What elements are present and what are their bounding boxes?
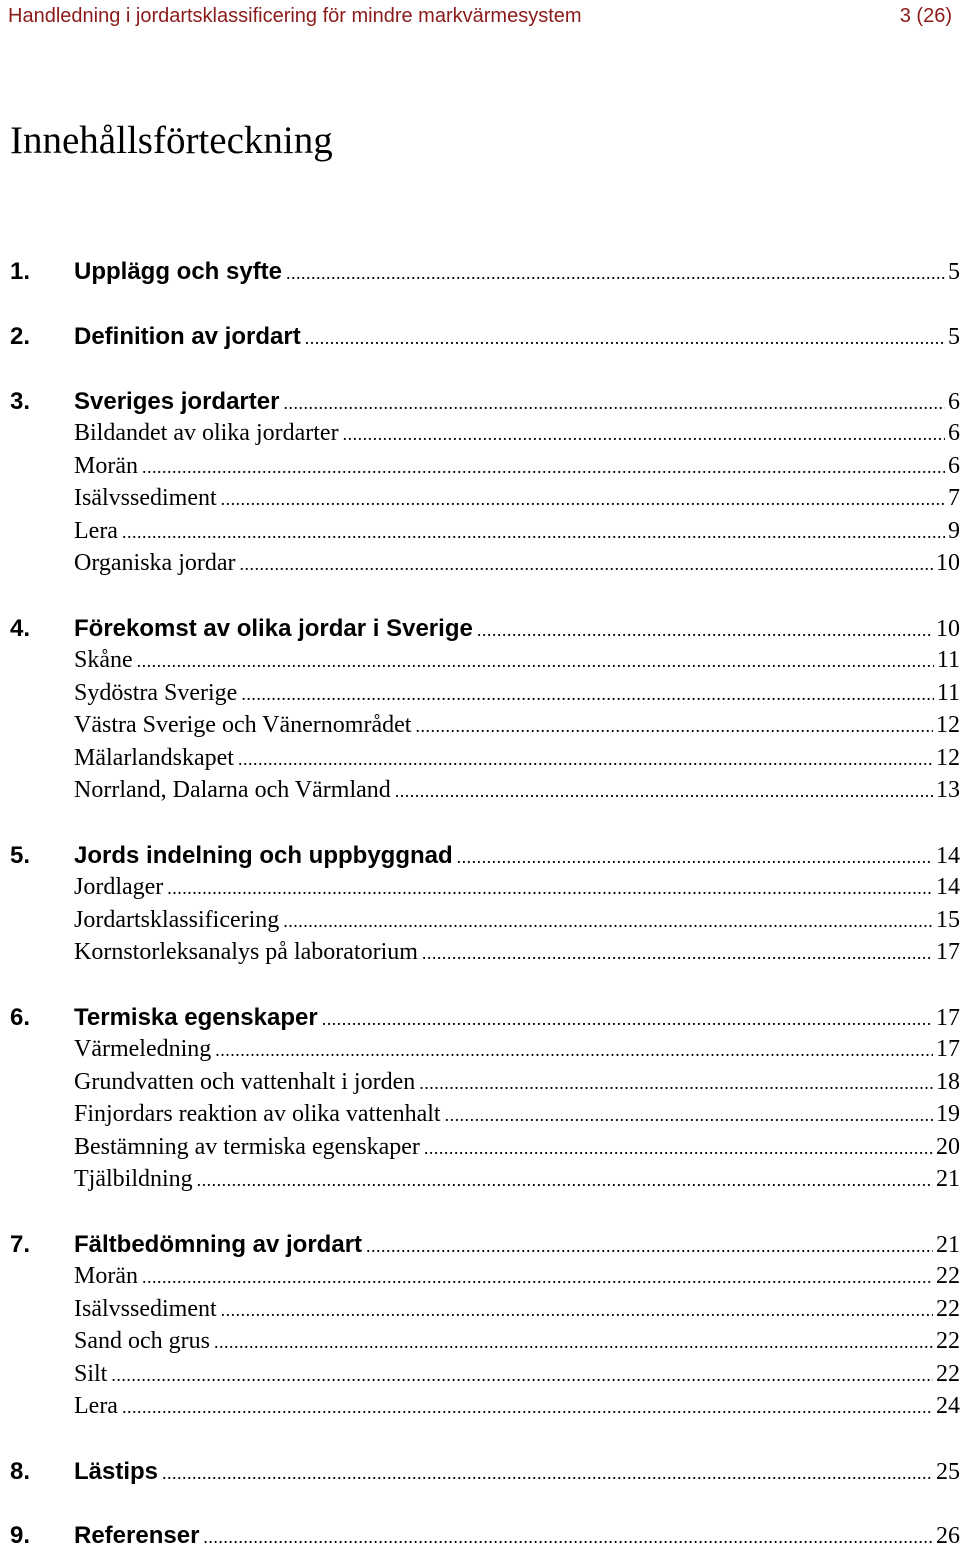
toc-entry-label: Isälvssediment (74, 485, 217, 511)
toc-entry-page-number: 6 (948, 420, 960, 446)
toc-entry-label: Sydöstra Sverige (74, 680, 238, 706)
toc-chapter-entry[interactable] (10, 1231, 960, 1261)
dot-leader (137, 651, 934, 672)
toc-section-entry[interactable] (10, 1166, 960, 1196)
toc-entry-page-number: 17 (936, 1005, 960, 1031)
toc-entry-page-number: 12 (936, 712, 960, 738)
dot-leader (343, 424, 945, 445)
toc-entry-label: Grundvatten och vattenhalt i jorden (74, 1069, 416, 1095)
toc-entry-page-number: 6 (948, 453, 960, 479)
page-indicator: 3 (26) (899, 4, 952, 27)
toc-entry-label: Morän (74, 453, 138, 479)
toc-section-entry[interactable] (10, 1134, 960, 1164)
dot-leader (221, 489, 945, 510)
toc-entry-page-number: 10 (936, 550, 960, 576)
toc-entry-page-number: 17 (936, 939, 960, 965)
toc-entry-label: Bildandet av olika jordarter (74, 420, 339, 446)
toc-entry-label: Mälarlandskapet (74, 745, 234, 771)
toc-entry-label: Finjordars reaktion av olika vattenhalt (74, 1101, 441, 1127)
toc-entry-number: 6. (10, 1004, 31, 1031)
toc-entry-page-number: 26 (936, 1523, 960, 1549)
toc-section-entry[interactable] (10, 550, 960, 580)
toc-entry-label: Silt (74, 1361, 108, 1387)
toc-chapter-entry[interactable] (10, 388, 960, 418)
toc-section-entry[interactable] (10, 939, 960, 969)
toc-entry-number: 4. (10, 615, 31, 642)
dot-leader (477, 620, 933, 641)
toc-entry-number: 5. (10, 842, 31, 869)
toc-entry-page-number: 5 (948, 324, 960, 350)
dot-leader (215, 1040, 933, 1061)
toc-entry-label: Förekomst av olika jordar i Sverige (74, 615, 473, 642)
dot-leader (214, 1332, 933, 1353)
toc-entry-page-number: 19 (936, 1101, 960, 1127)
dot-leader (424, 1138, 933, 1159)
toc-section-entry[interactable] (10, 485, 960, 515)
toc-entry-label: Termiska egenskaper (74, 1004, 318, 1031)
toc-entry-page-number: 14 (936, 874, 960, 900)
dot-leader (221, 1300, 933, 1321)
toc-section-entry[interactable] (10, 1069, 960, 1099)
toc-entry-number: 9. (10, 1522, 31, 1549)
toc-entry-page-number: 25 (936, 1459, 960, 1485)
toc-entry-page-number: 20 (936, 1134, 960, 1160)
toc-entry-label: Jords indelning och uppbyggnad (74, 842, 453, 869)
toc-entry-number: 2. (10, 323, 31, 350)
toc-entry-label: Bestämning av termiska egenskaper (74, 1134, 420, 1160)
toc-section-entry[interactable] (10, 745, 960, 775)
dot-leader (366, 1236, 933, 1257)
dot-leader (122, 1397, 933, 1418)
toc-entry-label: Västra Sverige och Vänernområdet (74, 712, 412, 738)
toc-entry-label: Morän (74, 1263, 138, 1289)
toc-entry-page-number: 22 (936, 1296, 960, 1322)
toc-entry-label: Fältbedömning av jordart (74, 1231, 363, 1258)
dot-leader (415, 716, 933, 737)
dot-leader (305, 328, 945, 349)
dot-leader (283, 911, 933, 932)
toc-entry-page-number: 24 (936, 1393, 960, 1419)
dot-leader (322, 1009, 933, 1030)
toc-section-entry[interactable] (10, 453, 960, 483)
dot-leader (142, 1267, 933, 1288)
toc-entry-page-number: 7 (948, 485, 960, 511)
dot-leader (286, 263, 945, 284)
toc-section-entry[interactable] (10, 1101, 960, 1131)
toc-entry-page-number: 22 (936, 1328, 960, 1354)
toc-entry-page-number: 12 (936, 745, 960, 771)
toc-entry-page-number: 13 (936, 777, 960, 803)
toc-entry-label: Sand och grus (74, 1328, 210, 1354)
toc-entry-label: Lera (74, 1393, 118, 1419)
toc-entry-page-number: 6 (948, 389, 960, 415)
toc-entry-page-number: 9 (948, 518, 960, 544)
dot-leader (111, 1365, 933, 1386)
toc-section-entry[interactable] (10, 777, 960, 807)
toc-section-entry[interactable] (10, 420, 960, 450)
toc-entry-number: 3. (10, 388, 31, 415)
toc-entry-label: Sveriges jordarter (74, 388, 280, 415)
toc-chapter-entry[interactable] (10, 615, 960, 645)
running-header (8, 3, 952, 29)
toc-entry-label: Värmeledning (74, 1036, 212, 1062)
toc-entry-number: 7. (10, 1231, 31, 1258)
dot-leader (197, 1170, 933, 1191)
toc-entry-label: Tjälbildning (74, 1166, 193, 1192)
dot-leader (238, 749, 933, 770)
toc-section-entry[interactable] (10, 1296, 960, 1326)
toc-entry-page-number: 21 (936, 1232, 960, 1258)
dot-leader (283, 393, 945, 414)
dot-leader (422, 943, 933, 964)
toc-section-entry[interactable] (10, 907, 960, 937)
toc-entry-label: Jordlager (74, 874, 164, 900)
toc-entry-label: Upplägg och syfte (74, 258, 283, 285)
toc-entry-label: Skåne (74, 647, 133, 673)
toc-chapter-entry[interactable] (10, 1458, 960, 1488)
toc-entry-label: Norrland, Dalarna och Värmland (74, 777, 391, 803)
toc-section-entry[interactable] (10, 1263, 960, 1293)
toc-entry-label: Lera (74, 518, 118, 544)
toc-entry-page-number: 5 (948, 259, 960, 285)
toc-entry-page-number: 18 (936, 1069, 960, 1095)
dot-leader (162, 1463, 933, 1484)
toc-entry-page-number: 22 (936, 1263, 960, 1289)
dot-leader (203, 1527, 933, 1548)
toc-chapter-entry[interactable] (10, 1522, 960, 1552)
toc-heading: Innehållsförteckning (10, 119, 333, 162)
toc-entry-label: Kornstorleksanalys på laboratorium (74, 939, 418, 965)
dot-leader (445, 1105, 933, 1126)
toc-entry-page-number: 10 (936, 616, 960, 642)
toc-entry-label: Referenser (74, 1522, 200, 1549)
dot-leader (419, 1073, 933, 1094)
toc-entry-number: 1. (10, 258, 31, 285)
toc-section-entry[interactable] (10, 680, 960, 710)
toc-entry-number: 8. (10, 1458, 31, 1485)
toc-chapter-entry[interactable] (10, 842, 960, 872)
document-running-title: Handledning i jordartsklassificering för mindre markvärmesystem (8, 4, 582, 27)
dot-leader (122, 522, 945, 543)
toc-section-entry[interactable] (10, 518, 960, 548)
toc-chapter-entry[interactable] (10, 258, 960, 288)
toc-entry-page-number: 11 (936, 680, 960, 706)
dot-leader (167, 878, 933, 899)
toc-section-entry[interactable] (10, 1393, 960, 1423)
dot-leader (395, 781, 933, 802)
toc-section-entry[interactable] (10, 1036, 960, 1066)
dot-leader (142, 457, 945, 478)
toc-entry-page-number: 22 (936, 1361, 960, 1387)
dot-leader (457, 847, 933, 868)
dot-leader (241, 684, 934, 705)
dot-leader (240, 554, 933, 575)
toc-chapter-entry[interactable] (10, 323, 960, 353)
toc-entry-page-number: 17 (936, 1036, 960, 1062)
toc-section-entry[interactable] (10, 874, 960, 904)
toc-entry-label: Organiska jordar (74, 550, 236, 576)
toc-section-entry[interactable] (10, 1328, 960, 1358)
toc-entry-label: Definition av jordart (74, 323, 301, 350)
toc-section-entry[interactable] (10, 712, 960, 742)
toc-entry-page-number: 14 (936, 843, 960, 869)
toc-entry-label: Lästips (74, 1458, 159, 1485)
toc-entry-label: Jordartsklassificering (74, 907, 280, 933)
toc-entry-page-number: 21 (936, 1166, 960, 1192)
toc-entry-page-number: 15 (936, 907, 960, 933)
toc-entry-page-number: 11 (936, 647, 960, 673)
toc-section-entry[interactable] (10, 1361, 960, 1391)
toc-section-entry[interactable] (10, 647, 960, 677)
toc-chapter-entry[interactable] (10, 1004, 960, 1034)
toc-entry-label: Isälvssediment (74, 1296, 217, 1322)
